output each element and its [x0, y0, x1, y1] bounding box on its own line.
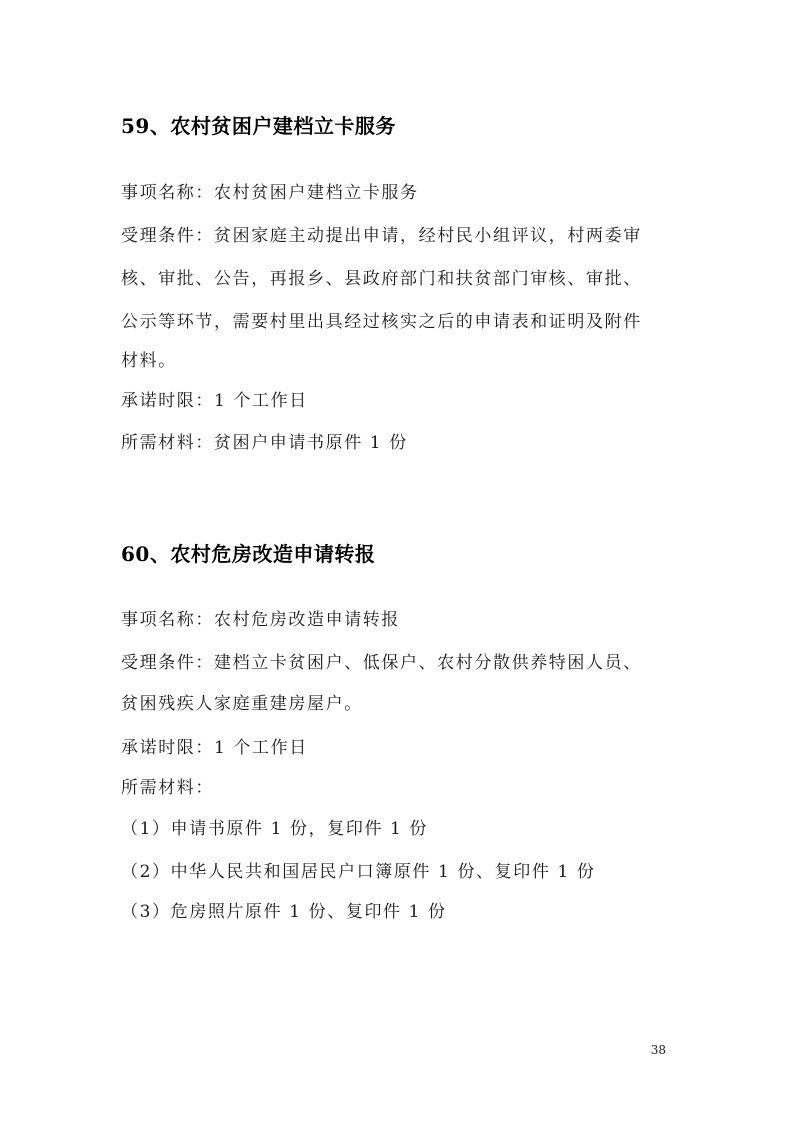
section-59-materials: 所需材料：贫困户申请书原件 1 份 [121, 433, 408, 453]
section-60-conditions-line-1: 受理条件：建档立卡贫困户、低保户、农村分散供养特困人员、 [121, 653, 642, 673]
section-heading-59: 59、农村贫困户建档立卡服务 [121, 114, 396, 138]
section-59-item-name: 事项名称：农村贫困户建档立卡服务 [121, 183, 419, 203]
section-60-material-item: （3）危房照片原件 1 份、复印件 1 份 [121, 902, 447, 922]
section-heading-60: 60、农村危房改造申请转报 [121, 542, 376, 566]
section-60-time-limit: 承诺时限：1 个工作日 [121, 738, 308, 758]
section-60-material-item: （1）申请书原件 1 份，复印件 1 份 [121, 819, 429, 839]
section-59-conditions-line-3: 公示等环节，需要村里出具经过核实之后的申请表和证明及附件 [121, 312, 642, 332]
page-number: 38 [650, 1043, 666, 1057]
section-60-conditions-line-2: 贫困残疾人家庭重建房屋户。 [121, 694, 363, 714]
section-59-conditions-line-2: 核、审批、公告，再报乡、县政府部门和扶贫部门审核、审批、 [121, 269, 642, 289]
section-60-item-name: 事项名称：农村危房改造申请转报 [121, 610, 400, 630]
section-60-material-item: （2）中华人民共和国居民户口簿原件 1 份、复印件 1 份 [121, 862, 596, 882]
section-59-conditions-line-4: 材料。 [121, 351, 177, 371]
section-60-materials-label: 所需材料： [121, 778, 214, 798]
section-59-conditions-line-1: 受理条件：贫困家庭主动提出申请，经村民小组评议，村两委审 [121, 226, 642, 246]
section-59-time-limit: 承诺时限：1 个工作日 [121, 391, 308, 411]
